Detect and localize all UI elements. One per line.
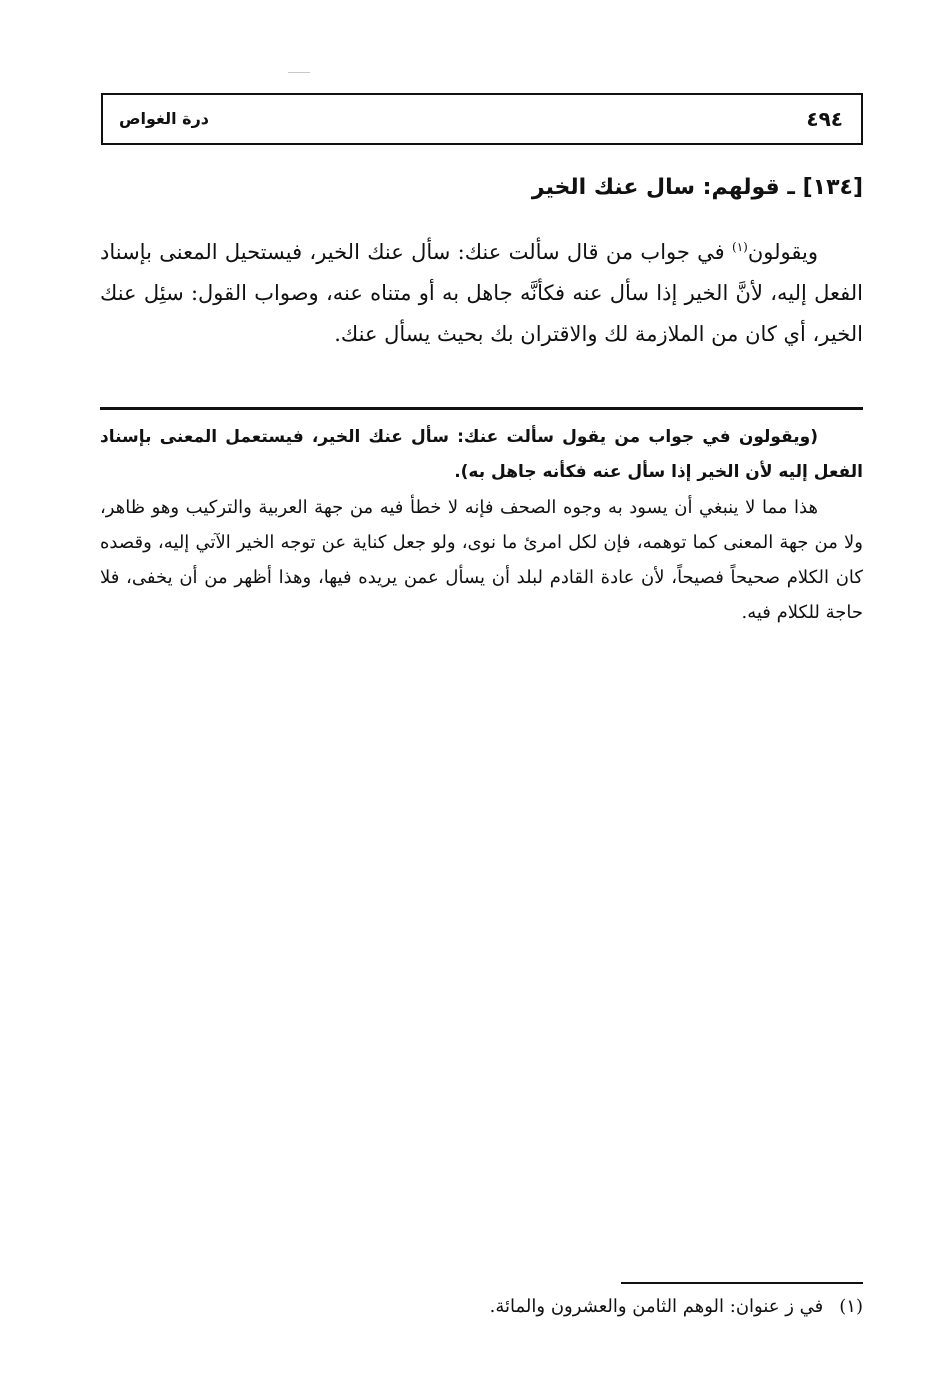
section-separator: ـ: [787, 175, 795, 200]
footnote-number: (١): [839, 1296, 863, 1317]
commentary-paragraph: [100, 490, 863, 630]
footnote-reference[interactable]: (١): [732, 240, 748, 254]
book-title: درة الغواص: [119, 109, 209, 128]
original-paragraph: [100, 232, 863, 355]
commentary: [100, 420, 863, 630]
section-title: قولهم: سال عنك الخير: [531, 175, 780, 200]
commentary-paragraph-text: هذا مما لا ينبغي أن يسود به وجوه الصحف فإنه لا خطأ فيه من جهة العربية والتركيب وهو ظاهر، ولا من جهة المعنى كما توهمه، فإن لكل امرئ ما نوى، ولو جعل كناية عن توجه الخير الآتي إليه، وقصده كان الكلام صحيحاً فصيحاً، لأن عادة القادم لبلد أن يسأل عمن يريده فيها، وهذا أظهر من أن يخفى، فلا حاجة للكلام فيه.: [100, 497, 863, 623]
footnote: [100, 1293, 863, 1321]
section-number: [١٣٤]: [802, 175, 863, 200]
section-divider: [100, 407, 863, 410]
running-header: [101, 93, 863, 145]
footnote-divider: [621, 1282, 863, 1284]
footnote-text: في ز عنوان: الوهم الثامن والعشرون والمائة.: [489, 1296, 824, 1317]
original-paragraph-text: في جواب من قال سألت عنك: سأل عنك الخير، فيستحيل المعنى بإسناد الفعل إليه، لأنَّ الخير إذا سأل عنه فكأنَّه جاهل به أو متناه عنه، وصواب القول: سئِل عنك الخير، أي كان من الملازمة لك والاقتران بك بحيث يسأل عنك.: [100, 240, 863, 346]
quoted-text: [100, 420, 863, 490]
original-text: [100, 232, 863, 355]
scan-mark: [288, 72, 310, 73]
quoted-text-content: (ويقولون في جواب من يقول سألت عنك: سأل عنك الخير، فيستعمل المعنى بإسناد الفعل إليه لأن الخير إذا سأل عنه فكأنه جاهل به).: [100, 427, 863, 482]
section-heading: [100, 172, 863, 204]
page-number: ٤٩٤: [806, 107, 843, 131]
lead-word: ويقولون: [747, 240, 818, 264]
